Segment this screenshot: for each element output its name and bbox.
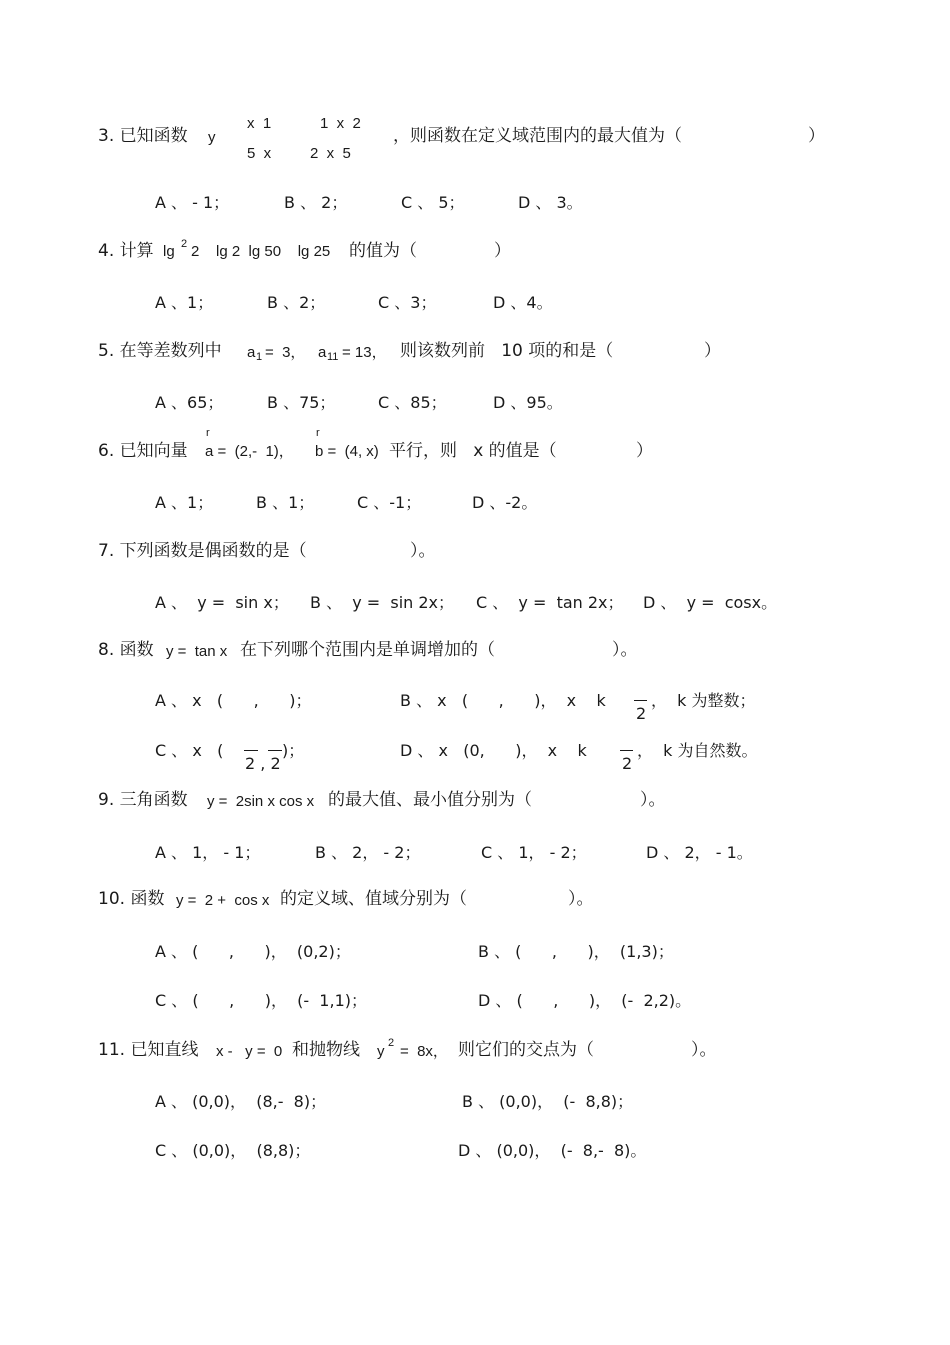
q5-a1-sub: 1 bbox=[256, 351, 263, 363]
q8-lead: 8. 函数 bbox=[98, 640, 154, 660]
q8-option-d-fraction-bar bbox=[620, 750, 633, 751]
q3-option-a: A 、 - 1； bbox=[155, 193, 230, 212]
q10-option-b: B 、 ( , )， (1,3)； bbox=[478, 942, 674, 961]
q4-option-a: A 、1； bbox=[155, 293, 214, 312]
q10-rest: 的定义域、值域分别为（ bbox=[280, 889, 467, 909]
q6-rest: 平行，则 x 的值是（ bbox=[389, 441, 557, 461]
q9-option-c: C 、 1， - 2； bbox=[481, 843, 587, 862]
q6-close: ） bbox=[636, 441, 653, 461]
q4-rest: 的值为（ bbox=[349, 241, 417, 261]
q8-option-a: A 、 x ( , )； bbox=[155, 691, 312, 710]
q3-close: ） bbox=[808, 126, 825, 146]
q9-option-d: D 、 2， - 1。 bbox=[646, 843, 753, 862]
q9-close: ）。 bbox=[640, 790, 666, 810]
q5-a11-value: = 13， bbox=[342, 344, 387, 361]
q11-mid: 和抛物线 bbox=[292, 1040, 360, 1060]
q6-vector-b: b = (4, x) bbox=[315, 443, 379, 460]
q3-option-d: D 、 3。 bbox=[518, 193, 583, 212]
q10-option-c: C 、 ( , )， (- 1,1)； bbox=[155, 991, 367, 1010]
q11-line: x - y = 0 bbox=[216, 1043, 283, 1060]
q8-expr: y = tan x bbox=[166, 643, 228, 660]
q4-expr-lg: lg bbox=[163, 243, 175, 260]
q5-a1-value: = 3， bbox=[265, 344, 306, 361]
q10-option-a: A 、 ( , )， (0,2)； bbox=[155, 942, 351, 961]
q3-lead: 3. 已知函数 bbox=[98, 126, 188, 146]
q3-option-c: C 、 5； bbox=[401, 193, 465, 212]
q5-lead: 5. 在等差数列中 bbox=[98, 341, 222, 361]
q5-close: ） bbox=[704, 341, 721, 361]
q7-close: ）。 bbox=[410, 541, 436, 561]
q5-option-b: B 、75； bbox=[267, 393, 336, 412]
q11-parabola-sup: 2 bbox=[388, 1037, 395, 1049]
q8-option-b: B 、 x ( , )， x k bbox=[400, 691, 606, 710]
q11-option-b: B 、 (0,0)， (- 8,8)； bbox=[462, 1092, 634, 1111]
q6-option-b: B 、1； bbox=[256, 493, 315, 512]
q8-option-c: C 、 x ( bbox=[155, 741, 224, 760]
q3-denominator-2: 2 x 5 bbox=[310, 145, 351, 162]
q7-option-c: C 、 y = tan 2x； bbox=[476, 593, 624, 612]
q6-vector-a-arrow: r bbox=[206, 427, 210, 439]
q11-parabola-rest: = 8x， bbox=[400, 1043, 448, 1060]
q6-option-c: C 、-1； bbox=[357, 493, 422, 512]
q3-denominator-1: 5 x bbox=[247, 145, 272, 162]
q8-option-d-denominator: 2 bbox=[622, 754, 633, 773]
q8-rest: 在下列哪个范围内是单调增加的（ bbox=[240, 640, 495, 660]
q4-option-c: C 、3； bbox=[378, 293, 437, 312]
q10-expr: y = 2 + cos x bbox=[176, 892, 270, 909]
q9-option-a: A 、 1， - 1； bbox=[155, 843, 261, 862]
q4-expr: 2 lg 2 lg 50 lg 25 bbox=[191, 243, 331, 260]
q8-close: ）。 bbox=[612, 640, 638, 660]
q6-option-d: D 、-2。 bbox=[472, 493, 538, 512]
q10-option-d: D 、 ( , )， (- 2,2)。 bbox=[478, 991, 692, 1010]
q5-option-a: A 、65； bbox=[155, 393, 224, 412]
q9-rest: 的最大值、最小值分别为（ bbox=[328, 790, 532, 810]
q8-option-c-fraction-bar-1 bbox=[244, 750, 258, 751]
q8-option-b-denominator: 2 bbox=[636, 704, 647, 723]
q4-option-b: B 、2； bbox=[267, 293, 326, 312]
q4-expr-sup: 2 bbox=[181, 238, 188, 250]
q8-option-b-fraction-bar bbox=[634, 700, 647, 701]
q5-a11: a bbox=[318, 344, 327, 361]
q11-rest: 则它们的交点为（ bbox=[458, 1040, 594, 1060]
q11-option-a: A 、 (0,0)， (8,- 8)； bbox=[155, 1092, 327, 1111]
q10-lead: 10. 函数 bbox=[98, 889, 165, 909]
q5-a1: a bbox=[247, 344, 256, 361]
q7-lead: 7. 下列函数是偶函数的是（ bbox=[98, 541, 307, 561]
q8-option-b-tail: ， k 为整数； bbox=[651, 691, 756, 710]
q8-option-c-denominators: 2 , 2 bbox=[245, 754, 281, 773]
q4-lead: 4. 计算 bbox=[98, 241, 154, 261]
q5-rest: 则该数列前 10 项的和是（ bbox=[400, 341, 614, 361]
q10-close: ）。 bbox=[568, 889, 594, 909]
q6-option-a: A 、1； bbox=[155, 493, 214, 512]
q3-y: y bbox=[208, 129, 216, 146]
q3-numerator-1: x 1 bbox=[247, 115, 272, 132]
q5-option-d: D 、95。 bbox=[493, 393, 563, 412]
q11-parabola-y: y bbox=[377, 1043, 385, 1060]
q9-expr: y = 2sin x cos x bbox=[207, 793, 315, 810]
q6-vector-b-arrow: r bbox=[316, 427, 320, 439]
q3-numerator-2: 1 x 2 bbox=[320, 115, 361, 132]
q8-option-c-fraction-bar-2 bbox=[268, 750, 282, 751]
q11-option-c: C 、 (0,0)， (8,8)； bbox=[155, 1141, 311, 1160]
q5-a11-sub: 11 bbox=[327, 351, 339, 363]
q4-close: ） bbox=[494, 241, 511, 261]
q4-option-d: D 、4。 bbox=[493, 293, 553, 312]
q8-option-d-tail: ， k 为自然数。 bbox=[637, 741, 758, 760]
q6-vector-a: a = (2,- 1)， bbox=[205, 443, 294, 460]
q7-option-a: A 、 y = sin x； bbox=[155, 593, 289, 612]
q3-rest: ，则函数在定义域范围内的最大值为（ bbox=[393, 126, 682, 146]
q8-option-c-tail: )； bbox=[282, 741, 305, 760]
q8-option-d: D 、 x (0, )， x k bbox=[400, 741, 587, 760]
q9-lead: 9. 三角函数 bbox=[98, 790, 188, 810]
q11-option-d: D 、 (0,0)， (- 8,- 8)。 bbox=[458, 1141, 647, 1160]
q7-option-b: B 、 y = sin 2x； bbox=[310, 593, 455, 612]
q5-option-c: C 、85； bbox=[378, 393, 447, 412]
q9-option-b: B 、 2， - 2； bbox=[315, 843, 421, 862]
q11-lead: 11. 已知直线 bbox=[98, 1040, 199, 1060]
q6-lead: 6. 已知向量 bbox=[98, 441, 188, 461]
q3-option-b: B 、 2； bbox=[284, 193, 348, 212]
q11-close: ）。 bbox=[691, 1040, 717, 1060]
q7-option-d: D 、 y = cosx。 bbox=[643, 593, 778, 612]
